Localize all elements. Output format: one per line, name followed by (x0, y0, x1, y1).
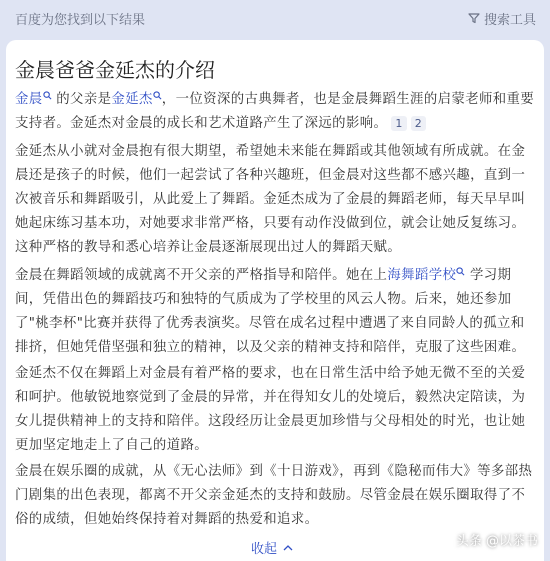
citation-badge-2[interactable]: 2 (411, 116, 426, 131)
paragraph-3 (15, 264, 535, 360)
link-dance-school[interactable]: 海舞蹈学校 (387, 268, 457, 283)
search-icon[interactable] (43, 91, 52, 100)
paragraph-3-text-b: 学习期间，凭借出色的舞蹈技巧和独特的气质成为了学校里的风云人物。后来，她还参加了"桃李杯"比赛并获得了优秀表演奖。尽管在成名过程中遭遇了来自同龄人的孤立和排挤，但她凭借坚强和独立的精神，以及父亲的精神支持和陪伴，克服了这些困难。 (15, 268, 526, 355)
link-jinyanjie[interactable]: 金延杰 (111, 92, 153, 107)
answer-card (6, 40, 544, 561)
paragraph-4: 金延杰不仅在舞蹈上对金晨有着严格的要求，也在日常生活中给予她无微不至的关爱和呵护。他敏锐地察觉到了金晨的异常，并在得知女儿的处境后，毅然决定陪读，为女儿提供精神上的支持和陪伴。这段经历让金晨更加珍惜与父母相处的时光，也让她更加坚定地走上了自己的道路。 (15, 366, 526, 453)
search-icon[interactable] (153, 91, 162, 100)
paragraph-5: 金晨在娱乐圈的成就，从《无心法师》到《十日游戏》，再到《隐秘而伟大》等多部热门剧集的出色表现，都离不开父亲金延杰的支持和鼓励。尽管金晨在娱乐圈取得了不俗的成绩，但她始终保持着对舞蹈的热爱和追求。 (15, 464, 533, 527)
link-jinchen[interactable]: 金晨 (15, 92, 43, 107)
search-icon[interactable] (456, 267, 465, 276)
search-tools-label: 搜索工具 (483, 12, 536, 28)
filter-icon (468, 12, 480, 24)
paragraph-1-text-a: 的父亲是 (51, 92, 112, 107)
chevron-up-icon (283, 544, 293, 551)
result-summary: 百度为您找到以下结果 (15, 12, 146, 28)
paragraph-1-text-b: ，一位资深的古典舞者，也是金晨舞蹈生涯的启蒙老师和重要支持者。金延杰对金晨的成长和艺术道路产生了深远的影响。 (15, 92, 535, 131)
paragraph-1 (15, 88, 535, 136)
paragraph-3-text-a: 金晨在舞蹈领域的成就离不开父亲的严格指导和陪伴。她在上 (15, 268, 388, 283)
result-header (0, 0, 550, 36)
collapse-label: 收起 (251, 542, 278, 557)
watermark: 头条 @以茶书 (455, 534, 538, 549)
search-tools-button[interactable] (468, 9, 536, 28)
paragraph-2: 金延杰从小就对金晨抱有很大期望，希望她未来能在舞蹈或其他领域有所成就。在金晨还是孩子的时候，他们一起尝试了各种兴趣班，但金晨对这些都不感兴趣，直到一次被音乐和舞蹈吸引，从此爱上了舞蹈。金延杰成为了金晨的舞蹈老师，每天早早叫她起床练习基本功，对她要求非常严格，只要有动作没做到位，就会让她反复练习。这种严格的教导和悉心培养让金晨逐渐展现出过人的舞蹈天赋。 (15, 144, 526, 255)
citation-badge-1[interactable]: 1 (391, 116, 406, 131)
article-title: 金晨爸爸金延杰的介绍 (15, 58, 215, 82)
collapse-button[interactable] (251, 538, 293, 557)
